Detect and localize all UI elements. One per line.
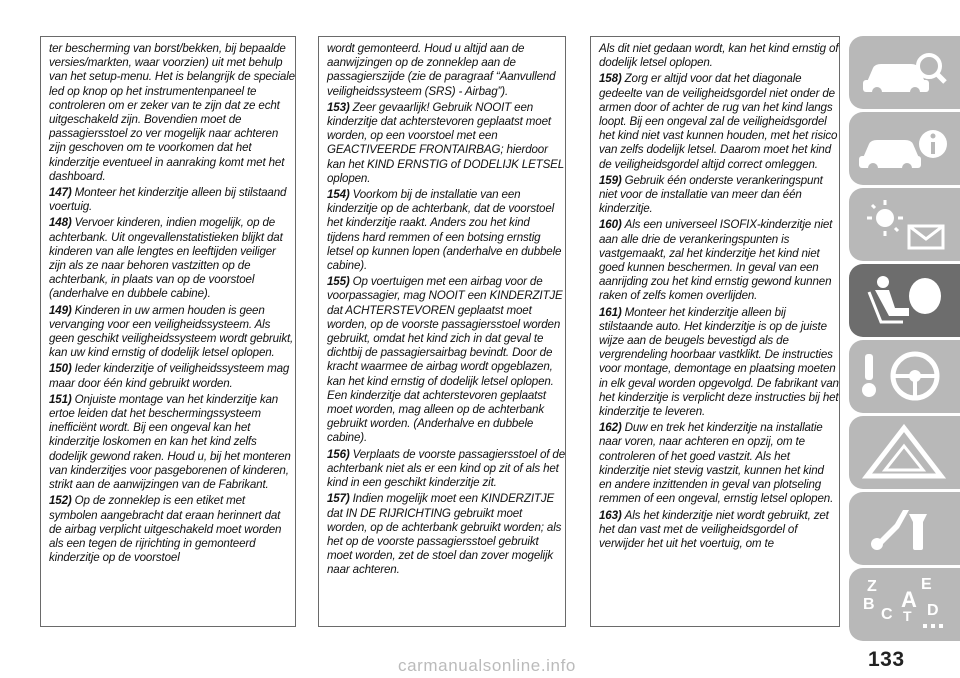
note-number: 147) — [49, 186, 72, 200]
paragraph-text: Zorg er altijd voor dat het diagonale gedeelte van de veiligheidsgordel niet onder de armen door of achter de rug van het kind langs loopt. Bij een ongeval zal de veiligheidsgordel het kind niet vast kunnen houden, met het risico van zelfs dodelijk letsel. Daarom moet het kind de veiligheidsgordel altijd correct omleggen. — [599, 72, 838, 171]
car-info-icon — [859, 120, 949, 177]
paragraph — [327, 275, 565, 445]
paragraph — [327, 188, 565, 273]
airbag-seat-icon — [859, 272, 949, 329]
text-column-3 — [590, 36, 840, 627]
paragraph — [599, 174, 839, 217]
paragraph — [327, 101, 565, 186]
paragraph — [599, 509, 839, 552]
note-number: 160) — [599, 218, 622, 232]
paragraph — [49, 494, 295, 565]
sidebar-tab-5[interactable] — [849, 340, 960, 413]
paragraph-text: Ieder kinderzitje of veiligheidssysteem mag maar door één kind gebruikt worden. — [49, 362, 290, 390]
note-number: 158) — [599, 72, 622, 86]
paragraph — [49, 304, 295, 361]
paragraph — [327, 448, 565, 491]
breakdown-warning-icon — [859, 424, 949, 481]
note-number: 162) — [599, 421, 622, 435]
sidebar-tab-9[interactable] — [849, 572, 960, 624]
note-number: 148) — [49, 216, 72, 230]
paragraph-text: Kinderen in uw armen houden is geen vervanging voor een veiligheidssysteem. Als geen geschikt veiligheidssysteem wordt gebruikt, kan uw kind ernstig of dodelijk letsel oplopen. — [49, 303, 294, 360]
sidebar-tab-3[interactable] — [849, 188, 960, 261]
paragraph — [599, 42, 839, 70]
paragraph — [49, 216, 295, 301]
paragraph-text: Als dit niet gedaan wordt, kan het kind ernstig of dodelijk letsel oplopen. — [599, 42, 839, 70]
index-letter: T — [903, 608, 912, 621]
text-column-1 — [40, 36, 296, 627]
index-letter: Z — [867, 578, 877, 595]
sidebar-tab-1[interactable] — [849, 36, 960, 109]
sidebar-tab-6[interactable] — [849, 416, 960, 489]
watermark: carmanualsonline.info — [398, 656, 576, 675]
car-search-icon — [859, 44, 949, 101]
maintenance-tools-icon — [859, 500, 949, 557]
index-letter: C — [881, 606, 893, 621]
text-column-2 — [318, 36, 566, 627]
note-number: 153) — [327, 100, 350, 114]
paragraph-text: Gebruik één onderste verankeringspunt niet voor de installatie van meer dan één kinderzitje. — [599, 173, 823, 216]
note-number: 154) — [327, 188, 350, 202]
paragraph — [599, 218, 839, 303]
warning-lights-icon — [859, 196, 949, 253]
note-number: 161) — [599, 305, 622, 319]
paragraph-text: ter bescherming van borst/bekken, bij bepaalde versies/markten, waar voorzien) uit met behulp van het setup-menu. Het is belangrijk de speciale led op knop op het instrumentenpaneel te controleren om er zeker van te zijn dat ze echt uitgeschakeld zijn. Bovendien moet de passagiersstoel zo ver mogelijk naar achteren zijn geschoven om te voorkomen dat het kinderzitje eventueel in aanraking komt met het dashboard. — [49, 42, 295, 183]
note-number: 163) — [599, 508, 622, 522]
key-steering-icon — [859, 348, 949, 405]
paragraph-text: wordt gemonteerd. Houd u altijd aan de aanwijzingen op de zonneklep aan de passagierszijde (zie de paragraaf “Aanvullend veiligheidssysteem (SRS) - Airbag”). — [327, 42, 556, 98]
paragraph-text: Zeer gevaarlijk! Gebruik NOOIT een kinderzitje dat achterstevoren geplaatst moet worden, op een voorstoel met een GEACTIVEERDE FRONTAIRBAG; hierdoor kan het KIND ERNSTIG of DODELIJK LETSEL oplopen. — [327, 100, 564, 185]
index-letter: A — [901, 587, 917, 612]
paragraph — [599, 72, 839, 171]
note-number: 156) — [327, 447, 350, 461]
paragraph-text: Op de zonneklep is een etiket met symbolen aangebracht dat eraan herinnert dat de airbag verplicht uitgeschakeld moet worden als een tegen de rijrichting in gemonteerd kinderzitje op de voorstoel — [49, 494, 282, 565]
note-number: 150) — [49, 362, 72, 376]
note-number: 155) — [327, 275, 350, 289]
paragraph — [599, 306, 839, 420]
paragraph-text: Op voertuigen met een airbag voor de voorpassagier, mag NOOIT een KINDERZITJE dat ACHTERSTEVOREN geplaatst moet worden, op de voorste passagiersstoel worden gebruikt, omdat het kind zich in dat geval te dichtbij de passagiersairbag bevindt. Door de kracht waarmee de airbag wordt opgeblazen, kan het kind ernstig of dodelijk letsel oplopen. Een kinderzitje dat achterstevoren geplaatst moet worden, mag alleen op de achterbank gebruikt worden. (Anderhalve en dubbele cabine). — [327, 275, 563, 445]
note-number: 149) — [49, 303, 72, 317]
paragraph-text: Als een universeel ISOFIX-kinderzitje niet aan alle drie de verankeringspunten is vastgemaakt, zal het kinderzitje het kind niet goed kunnen beschermen. In geval van een aanrijding zou het kind ernstig gewond kunnen raken of zelfs komen overlijden. — [599, 218, 833, 303]
paragraph — [327, 42, 565, 99]
paragraph — [599, 421, 839, 506]
paragraph-text: Als het kinderzitje niet wordt gebruikt, zet het dan vast met de veiligheidsgordel of verwijder het uit het voertuig, om te — [599, 508, 829, 550]
sidebar-tab-4[interactable] — [849, 264, 960, 337]
index-letter: B — [863, 596, 875, 613]
paragraph-text: Onjuiste montage van het kinderzitje kan ertoe leiden dat het beschermingssysteem inefficiënt wordt. Bij een ongeval kan het kinderzitje loskomen en kan het kind zelfs dodelijk gewond raken. Houd u, bij het monteren van kinderzitjes voor pasgeborenen of kinderen, strikt aan de aanwijzingen van de Fabrikant. — [49, 392, 291, 492]
sidebar-tab-2[interactable] — [849, 112, 960, 185]
paragraph — [49, 393, 295, 492]
index-letter: E — [921, 576, 932, 593]
paragraph — [327, 492, 565, 577]
note-number: 151) — [49, 392, 72, 406]
paragraph-text: Vervoer kinderen, indien mogelijk, op de achterbank. Uit ongevallenstatistieken blijkt dat kinderen van alle lengtes en leeftijden veiliger zijn als ze naar behoren vastzitten op de achterbank, in plaats van op de voorstoel (anderhalve en dubbele cabine). — [49, 216, 283, 301]
note-number: 152) — [49, 494, 72, 508]
paragraph-text: Monteer het kinderzitje alleen bij stilstaand voertuig. — [49, 186, 287, 214]
paragraph — [49, 362, 295, 390]
index-letters-icon — [859, 575, 949, 621]
page-number: 133 — [868, 648, 905, 671]
note-number: 157) — [327, 492, 350, 506]
index-letter: D — [927, 602, 939, 619]
paragraph-text: Duw en trek het kinderzitje na installatie naar voren, naar achteren en opzij, om te controleren of het goed vastzit. Als het kinderzitje niet stevig vastzit, kunnen het kind en andere inzittenden in geval van plotseling remmen of een ongeval, ernstig letsel oplopen. — [599, 421, 834, 506]
paragraph — [49, 42, 295, 184]
paragraph-text: Voorkom bij de installatie van een kinderzitje op de achterbank, dat de voorstoel het kinderzitje raakt. Anders zou het kind tijdens hard remmen of een botsing ernstig letsel op kunnen lopen (anderhalve en dubbele cabine). — [327, 188, 562, 273]
paragraph-text: Indien mogelijk moet een KINDERZITJE dat IN DE RIJRICHTING gebruikt moet worden, op de achterbank gebruikt worden; als het op de voorste passagiersstoel gebruikt moet worden, zet de stoel dan zover mogelijk naar achteren. — [327, 492, 562, 577]
sidebar-tab-7[interactable] — [849, 492, 960, 565]
note-number: 159) — [599, 173, 622, 187]
paragraph-text: Monteer het kinderzitje alleen bij stilstaande auto. Het kinderzitje is op de juiste wijze aan de beugels bevestigd als de vergrendeling hoorbaar vastklikt. De instructies voor montage, demontage en plaatsing moeten in elk geval worden opgevolgd. De fabrikant van het kinderzitje is verplicht deze instructies bij het kinderzitje te leveren. — [599, 305, 839, 419]
paragraph — [49, 186, 295, 214]
paragraph-text: Verplaats de voorste passagiersstoel of de achterbank niet als er een kind op zit of als het kind in een geschikt kinderzitje zit. — [327, 447, 565, 490]
